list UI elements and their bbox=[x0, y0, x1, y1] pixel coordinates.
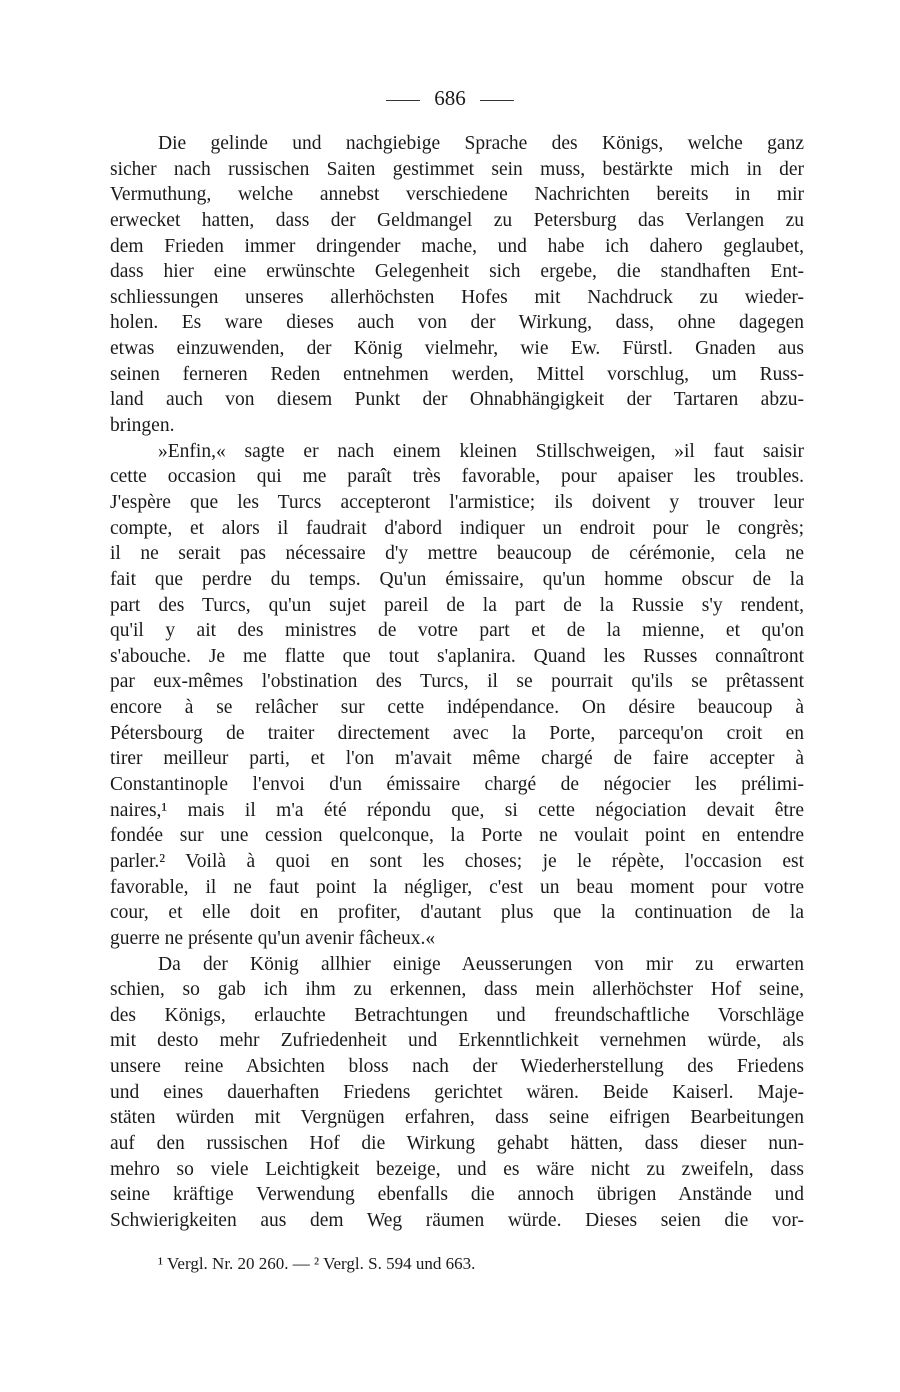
text-line: erwecket hatten, dass der Geldmangel zu Petersburg das Verlangen zu bbox=[110, 209, 804, 231]
text-line: und eines dauerhaften Friedens gerichtet wären. Beide Kaiserl. Maje- bbox=[110, 1081, 804, 1103]
text-line: seinen ferneren Reden entnehmen werden, Mittel vorschlug, um Russ- bbox=[110, 363, 804, 385]
page-number: 686 bbox=[434, 86, 466, 110]
text-line: bringen. bbox=[110, 415, 175, 437]
text-line: J'espère que les Turcs accepteront l'armistice; ils doivent y trouver leur bbox=[110, 491, 804, 513]
text-line: mehro so viele Leichtigkeit bezeige, und es wäre nicht zu zweifeln, dass bbox=[110, 1158, 804, 1180]
text-line: fait que perdre du temps. Qu'un émissaire, qu'un homme obscur de la bbox=[110, 568, 804, 590]
header-rule-left bbox=[386, 100, 420, 101]
text-line: naires,¹ mais il m'a été répondu que, si cette négociation devait être bbox=[110, 799, 804, 821]
text-line: cette occasion qui me paraît très favorable, pour apaiser les troubles. bbox=[110, 466, 804, 488]
text-line: Pétersbourg de traiter directement avec la Porte, parcequ'on croit en bbox=[110, 722, 804, 744]
text-line: mit desto mehr Zufriedenheit und Erkenntlichkeit vernehmen würde, als bbox=[110, 1030, 804, 1052]
body-text bbox=[110, 131, 804, 1234]
text-line: etwas einzuwenden, der König vielmehr, wie Ew. Fürstl. Gnaden aus bbox=[110, 338, 804, 360]
text-line: Die gelinde und nachgiebige Sprache des Königs, welche ganz bbox=[158, 133, 804, 154]
text-line: cour, et elle doit en profiter, d'autant plus que la continuation de la bbox=[110, 902, 804, 924]
text-line: seine kräftige Verwendung ebenfalls die annoch übrigen Anstände und bbox=[110, 1184, 804, 1206]
footnote-text: ¹ Vergl. Nr. 20 260. — ² Vergl. S. 594 und 663. bbox=[158, 1254, 476, 1273]
header-rule-right bbox=[480, 100, 514, 101]
text-line: des Königs, erlauchte Betrachtungen und freundschaftliche Vorschläge bbox=[110, 1004, 804, 1026]
text-line: favorable, il ne faut point la négliger, c'est un beau moment pour votre bbox=[110, 876, 804, 898]
text-line: guerre ne présente qu'un avenir fâcheux.« bbox=[110, 927, 436, 949]
text-line: schliessungen unseres allerhöchsten Hofes mit Nachdruck zu wieder- bbox=[110, 286, 804, 308]
text-line: part des Turcs, qu'un sujet pareil de la part de la Russie s'y rendent, bbox=[110, 594, 804, 616]
text-line: Constantinople l'envoi d'un émissaire chargé de négocier les prélimi- bbox=[110, 774, 804, 796]
text-line: Schwierigkeiten aus dem Weg räumen würde. Dieses seien die vor- bbox=[110, 1209, 804, 1231]
text-line: sicher nach russischen Saiten gestimmet sein muss, bestärkte mich in der bbox=[110, 158, 804, 180]
footnotes bbox=[158, 1252, 475, 1276]
text-line: dem Frieden immer dringender mache, und habe ich dahero geglaubet, bbox=[110, 235, 804, 257]
text-line: tirer meilleur parti, et l'on m'avait même chargé de faire accepter à bbox=[110, 748, 804, 770]
text-line: dass hier eine erwünschte Gelegenheit sich ergebe, die standhaften Ent- bbox=[110, 261, 804, 283]
text-line: encore à se relâcher sur cette indépendance. On désire beaucoup à bbox=[110, 697, 804, 719]
text-line: parler.² Voilà à quoi en sont les choses; je le répète, l'occasion est bbox=[110, 850, 804, 872]
text-line: »Enfin,« sagte er nach einem kleinen Stillschweigen, »il faut saisir bbox=[158, 440, 804, 462]
page-header bbox=[0, 84, 900, 112]
text-line: holen. Es ware dieses auch von der Wirkung, dass, ohne dagegen bbox=[110, 312, 804, 334]
text-line: s'abouche. Je me flatte que tout s'aplanira. Quand les Russes connaîtront bbox=[110, 645, 804, 667]
text-line: unsere reine Absichten bloss nach der Wiederherstellung des Friedens bbox=[110, 1056, 804, 1078]
text-line: par eux-mêmes l'obstination des Turcs, il se pourrait qu'ils se prêtassent bbox=[110, 671, 804, 693]
text-line: Vermuthung, welche annebst verschiedene Nachrichten bereits in mir bbox=[110, 184, 804, 206]
text-line: schien, so gab ich ihm zu erkennen, dass mein allerhöchster Hof seine, bbox=[110, 979, 804, 1001]
text-line: il ne serait pas nécessaire d'y mettre beaucoup de cérémonie, cela ne bbox=[110, 543, 804, 565]
text-line: stäten würden mit Vergnügen erfahren, dass seine eifrigen Bearbeitungen bbox=[110, 1107, 804, 1129]
text-line: compte, et alors il faudrait d'abord indiquer un endroit pour le congrès; bbox=[110, 517, 804, 539]
text-line: Da der König allhier einige Aeusserungen von mir zu erwarten bbox=[158, 953, 804, 975]
text-line: fondée sur une cession quelconque, la Porte ne voulait point en entendre bbox=[110, 825, 804, 847]
text-line: land auch von diesem Punkt der Ohnabhängigkeit der Tartaren abzu- bbox=[110, 389, 804, 411]
text-line: auf den russischen Hof die Wirkung gehabt hätten, dass dieser nun- bbox=[110, 1132, 804, 1154]
text-line: qu'il y ait des ministres de votre part et de la mienne, et qu'on bbox=[110, 620, 804, 642]
